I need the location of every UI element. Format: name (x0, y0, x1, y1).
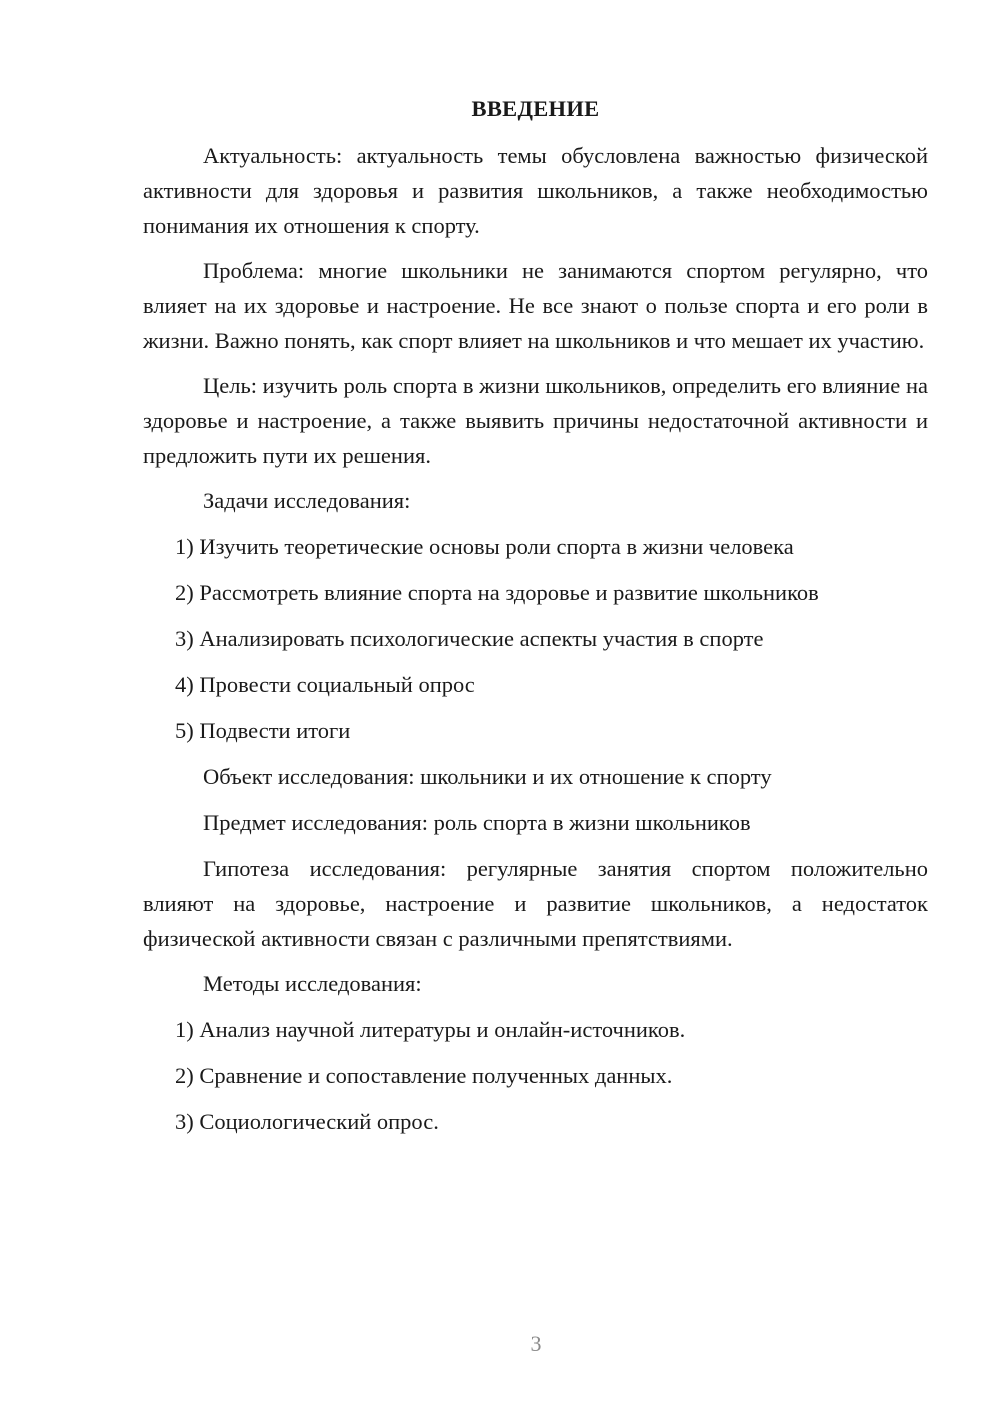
page-number: 3 (530, 1331, 542, 1356)
task-item: 4) Провести социальный опрос (175, 672, 475, 697)
methods-heading: Методы исследования: (203, 971, 422, 996)
method-item: 1) Анализ научной литературы и онлайн-источников. (175, 1017, 686, 1042)
research-object: Объект исследования: школьники и их отношение к спорту (203, 764, 772, 789)
methods-list (143, 1012, 928, 1139)
task-item: 5) Подвести итоги (175, 718, 351, 743)
method-item: 3) Социологический опрос. (175, 1109, 439, 1134)
hypothesis-paragraph: Гипотеза исследования: регулярные занятия спортом положительно влияют на здоровье, настроение и развитие школьников, а недостаток физической активности связан с различными препятствиями. (143, 856, 928, 951)
problem-paragraph: Проблема: многие школьники не занимаются спортом регулярно, что влияет на их здоровье и настроение. Не все знают о пользе спорта и его роли в жизни. Важно понять, как спорт влияет на школьников и что мешает их участию. (143, 258, 928, 353)
tasks-heading: Задачи исследования: (203, 488, 411, 513)
task-item: 3) Анализировать психологические аспекты участия в спорте (175, 626, 764, 651)
section-title: ВВЕДЕНИЕ (471, 96, 600, 121)
tasks-list (143, 529, 928, 748)
actuality-paragraph: Актуальность: актуальность темы обусловлена важностью физической активности для здоровья и развития школьников, а также необходимостью понимания их отношения к спорту. (143, 143, 928, 238)
task-item: 2) Рассмотреть влияние спорта на здоровье и развитие школьников (175, 580, 819, 605)
page-content (143, 94, 928, 1150)
goal-paragraph: Цель: изучить роль спорта в жизни школьников, определить его влияние на здоровье и настроение, а также выявить причины недостаточной активности и предложить пути их решения. (143, 373, 928, 468)
research-subject: Предмет исследования: роль спорта в жизни школьников (203, 810, 751, 835)
method-item: 2) Сравнение и сопоставление полученных данных. (175, 1063, 673, 1088)
task-item: 1) Изучить теоретические основы роли спорта в жизни человека (175, 534, 794, 559)
